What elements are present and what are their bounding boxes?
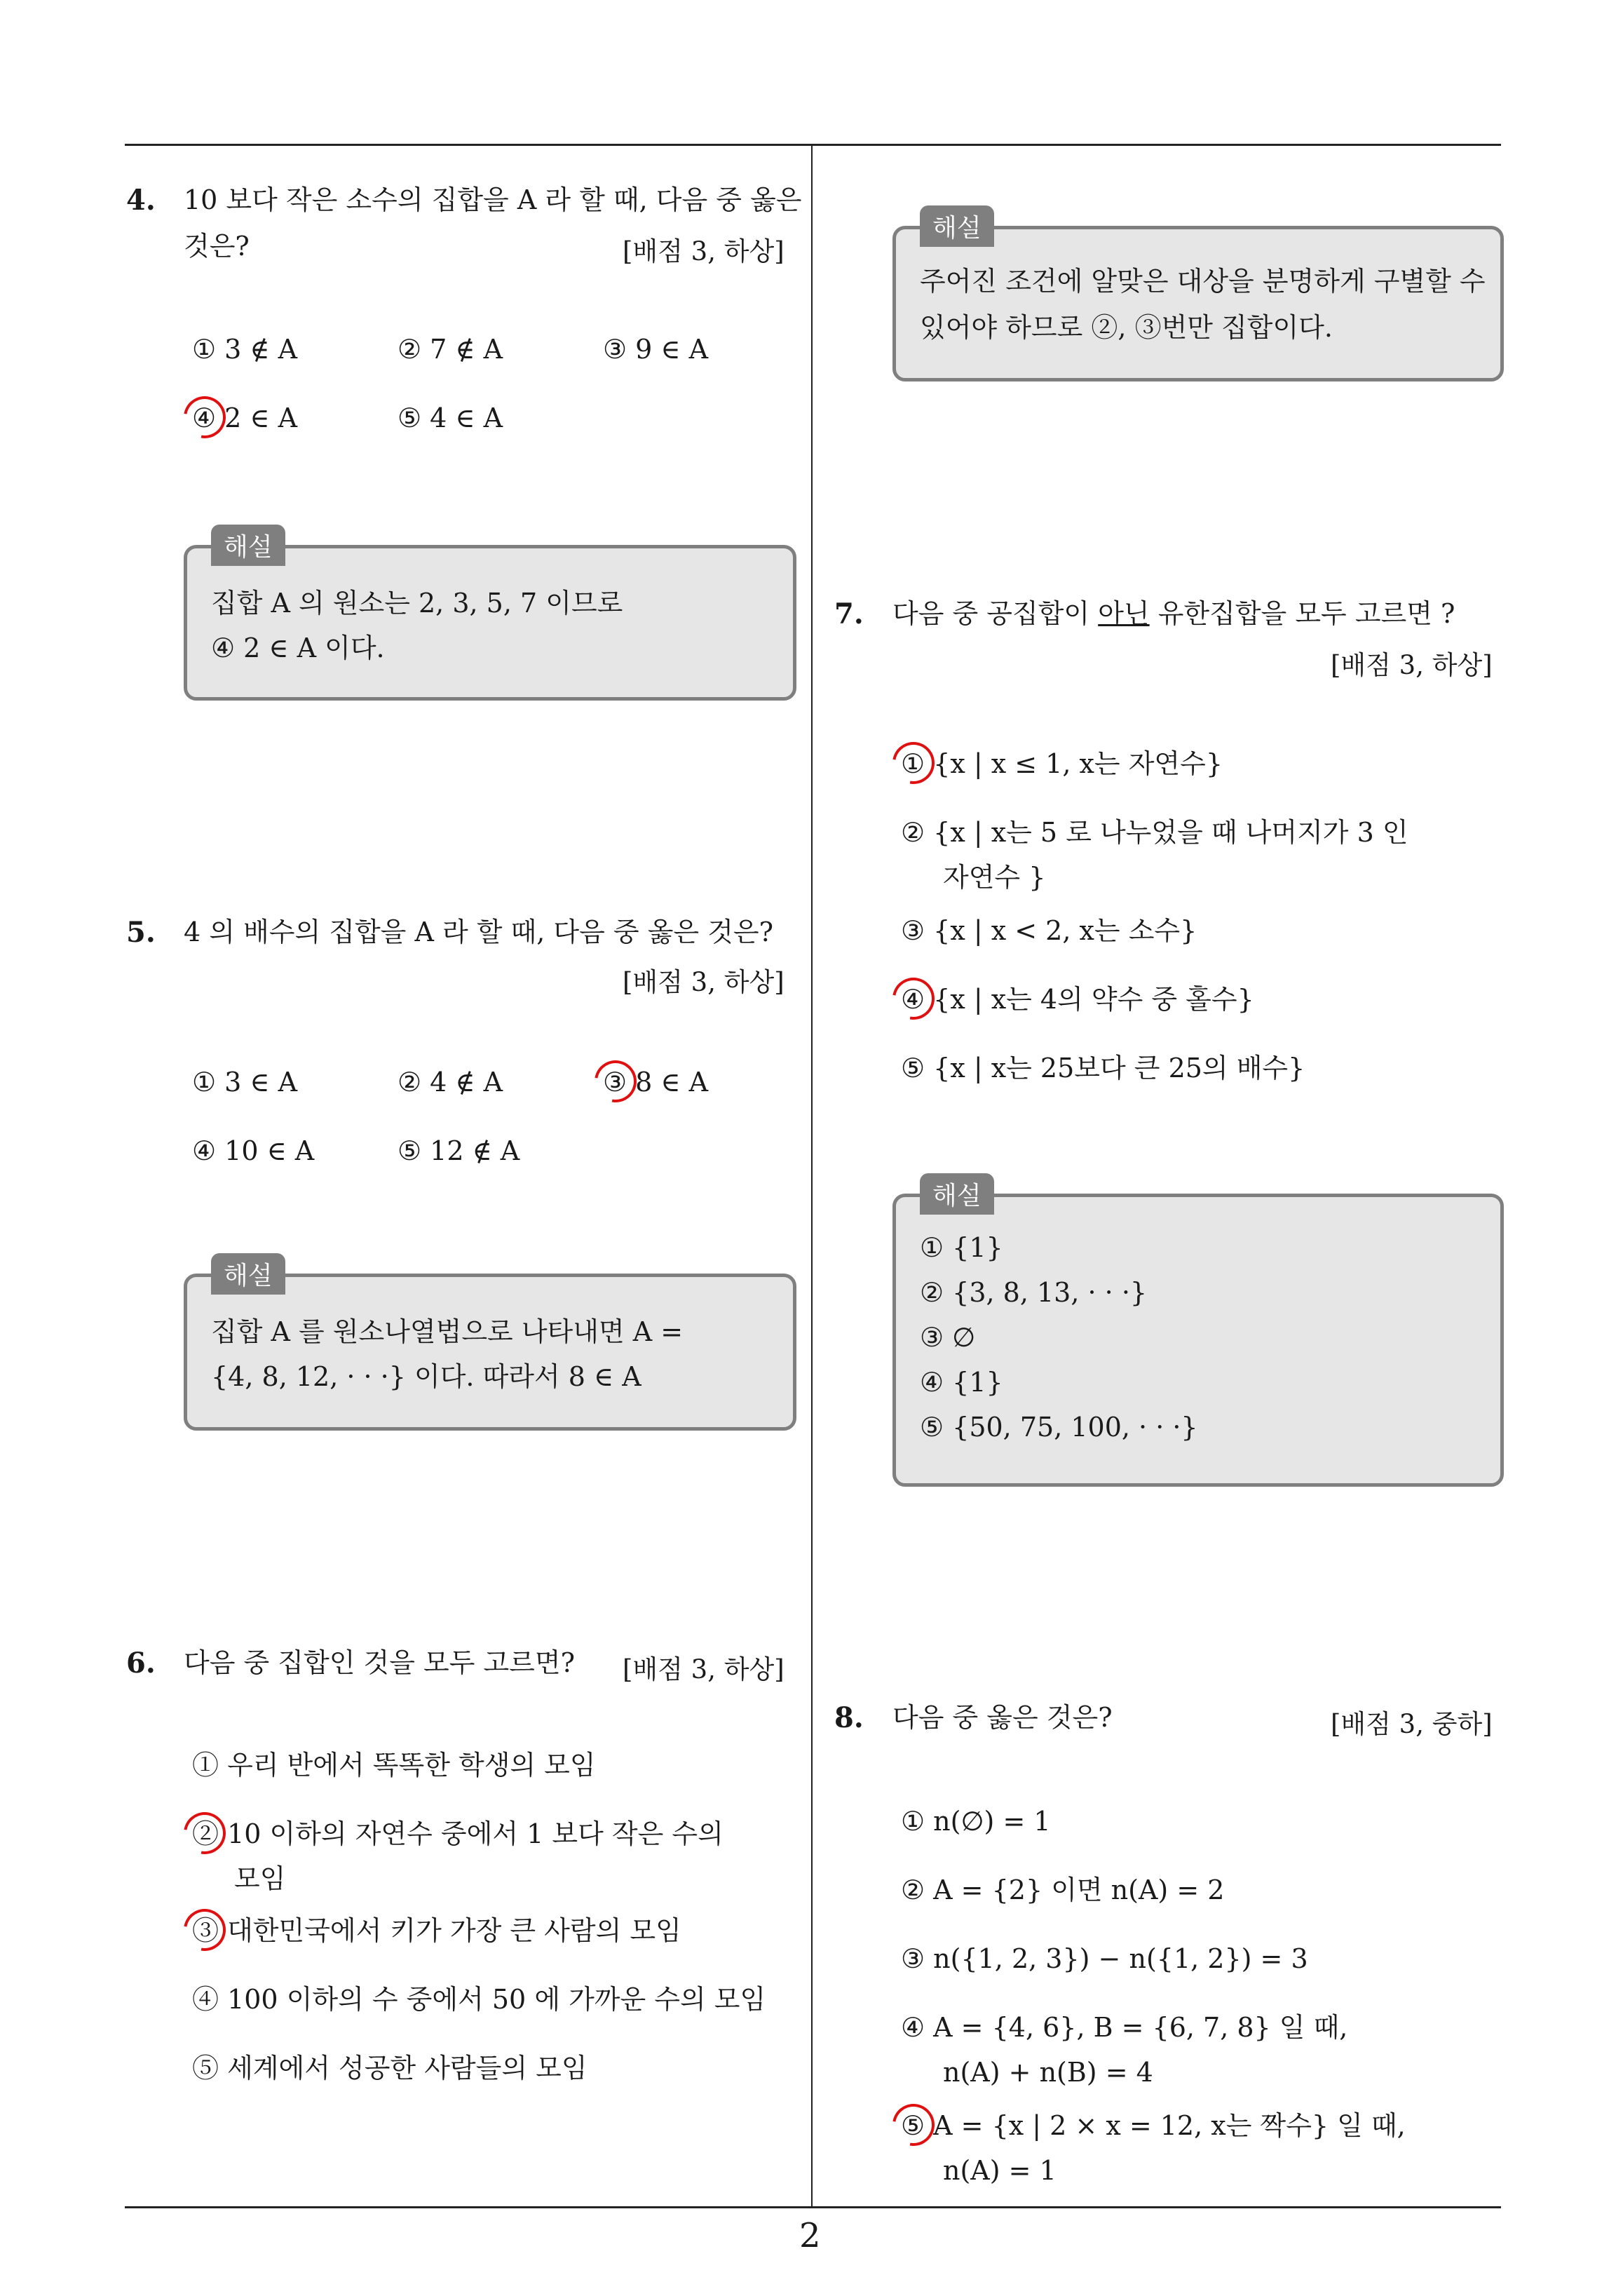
page-number: 2: [799, 2216, 821, 2255]
q6-option-4: ④ 100 이하의 수 중에서 50 에 가까운 수의 모임: [192, 1984, 766, 2015]
bottom-rule: [125, 2206, 1501, 2208]
q8-score: [배점 3, 중하]: [1331, 1709, 1493, 1739]
q7-explanation-line2: ② {3, 8, 13, · · ·}: [920, 1277, 1148, 1308]
q6-explanation-line1: 주어진 조건에 알맞은 대상을 분명하게 구별할 수: [920, 266, 1486, 297]
q5-score: [배점 3, 하상]: [623, 967, 785, 997]
q6-score: [배점 3, 하상]: [623, 1654, 785, 1684]
q7-explanation-line4: ④ {1}: [920, 1367, 1003, 1398]
q4-text-line2: 것은?: [184, 231, 250, 262]
q6-option-5: ⑤ 세계에서 성공한 사람들의 모임: [192, 2053, 588, 2084]
explanation-tab: 해설: [920, 205, 994, 247]
q5-option-2: ② 4 ∉ A: [398, 1067, 503, 1098]
q7-explanation-line5: ⑤ {50, 75, 100, · · ·}: [920, 1412, 1198, 1443]
q7-option-3: ③ {x | x < 2, x는 소수}: [901, 915, 1197, 946]
q4-option-4: ④ 2 ∈ A: [192, 403, 298, 433]
q4-option-5: ⑤ 4 ∈ A: [398, 403, 503, 433]
q7-text-part1: 다음 중 공집합이: [892, 598, 1099, 629]
q7-text-line1: [892, 590, 1455, 637]
q6-option-2: ② 10 이하의 자연수 중에서 1 보다 작은 수의: [192, 1818, 724, 1849]
q8-number: 8.: [834, 1701, 864, 1734]
q7-option-4: ④ {x | x는 4의 약수 중 홀수}: [901, 984, 1254, 1015]
q5-explanation-line1: 집합 A 를 원소나열법으로 나타내면 A =: [211, 1316, 684, 1347]
q8-option-5-cont: n(A) = 1: [943, 2155, 1057, 2186]
q5-option-3: ③ 8 ∈ A: [603, 1067, 709, 1098]
q5-option-4: ④ 10 ∈ A: [192, 1135, 315, 1166]
q4-option-2: ② 7 ∉ A: [398, 334, 503, 365]
q5-explanation-line2: {4, 8, 12, · · ·} 이다. 따라서 8 ∈ A: [211, 1361, 641, 1392]
explanation-tab: 해설: [920, 1173, 994, 1215]
q8-option-4-cont: n(A) + n(B) = 4: [943, 2057, 1153, 2088]
q5-number: 5.: [126, 916, 156, 949]
top-rule: [125, 144, 1501, 146]
q5-explanation-box: [184, 1262, 796, 1431]
q8-option-5: ⑤ A = {x | 2 × x = 12, x는 짝수} 일 때,: [901, 2110, 1406, 2141]
q8-text-line1: 다음 중 옳은 것은?: [892, 1702, 1113, 1733]
q7-number: 7.: [834, 597, 864, 630]
q4-explanation-box: [184, 533, 796, 701]
q7-text-part2: 유한집합을 모두 고르면 ?: [1149, 598, 1455, 629]
q7-option-5: ⑤ {x | x는 25보다 큰 25의 배수}: [901, 1053, 1305, 1083]
q6-option-2-cont: 모임: [234, 1863, 286, 1894]
q7-explanation-box: [892, 1182, 1504, 1487]
column-divider: [811, 144, 813, 2208]
q4-explanation-line1: 집합 A 의 원소는 2, 3, 5, 7 이므로: [211, 588, 623, 619]
q6-option-3: ③ 대한민국에서 키가 가장 큰 사람의 모임: [192, 1915, 681, 1946]
q6-number: 6.: [126, 1647, 156, 1680]
q5-option-1: ① 3 ∈ A: [192, 1067, 298, 1098]
q4-number: 4.: [126, 184, 156, 217]
q6-explanation-line2: 있어야 하므로 ②, ③번만 집합이다.: [920, 312, 1333, 343]
q8-option-1: ① n(∅) = 1: [901, 1806, 1051, 1837]
q7-score: [배점 3, 하상]: [1331, 650, 1493, 680]
q7-text-underlined: 아닌: [1098, 598, 1150, 629]
q8-option-3: ③ n({1, 2, 3}) − n({1, 2}) = 3: [901, 1943, 1308, 1974]
q8-option-2: ② A = {2} 이면 n(A) = 2: [901, 1875, 1225, 1905]
q7-option-2: ② {x | x는 5 로 나누었을 때 나머지가 3 인: [901, 817, 1408, 848]
q5-text-line1: 4 의 배수의 집합을 A 라 할 때, 다음 중 옳은 것은?: [184, 917, 773, 947]
q4-option-3: ③ 9 ∈ A: [603, 334, 709, 365]
q7-explanation-line1: ① {1}: [920, 1232, 1003, 1263]
q5-option-5: ⑤ 12 ∉ A: [398, 1135, 520, 1166]
q7-option-1: ① {x | x ≤ 1, x는 자연수}: [901, 748, 1223, 779]
q4-explanation-line2: ④ 2 ∈ A 이다.: [211, 633, 385, 663]
q4-text-line1: 10 보다 작은 소수의 집합을 A 라 할 때, 다음 중 옳은: [184, 184, 802, 215]
q8-option-4: ④ A = {4, 6}, B = {6, 7, 8} 일 때,: [901, 2012, 1348, 2043]
q7-option-2-cont: 자연수 }: [943, 862, 1046, 893]
q6-option-1: ① 우리 반에서 똑똑한 학생의 모임: [192, 1750, 596, 1781]
explanation-tab: 해설: [211, 525, 285, 566]
q6-explanation-box: [892, 214, 1504, 381]
explanation-tab: 해설: [211, 1253, 285, 1295]
q7-explanation-line3: ③ ∅: [920, 1322, 976, 1353]
q6-text-line1: 다음 중 집합인 것을 모두 고르면?: [184, 1647, 575, 1678]
q4-option-1: ① 3 ∉ A: [192, 334, 298, 365]
q4-score: [배점 3, 하상]: [623, 236, 785, 266]
